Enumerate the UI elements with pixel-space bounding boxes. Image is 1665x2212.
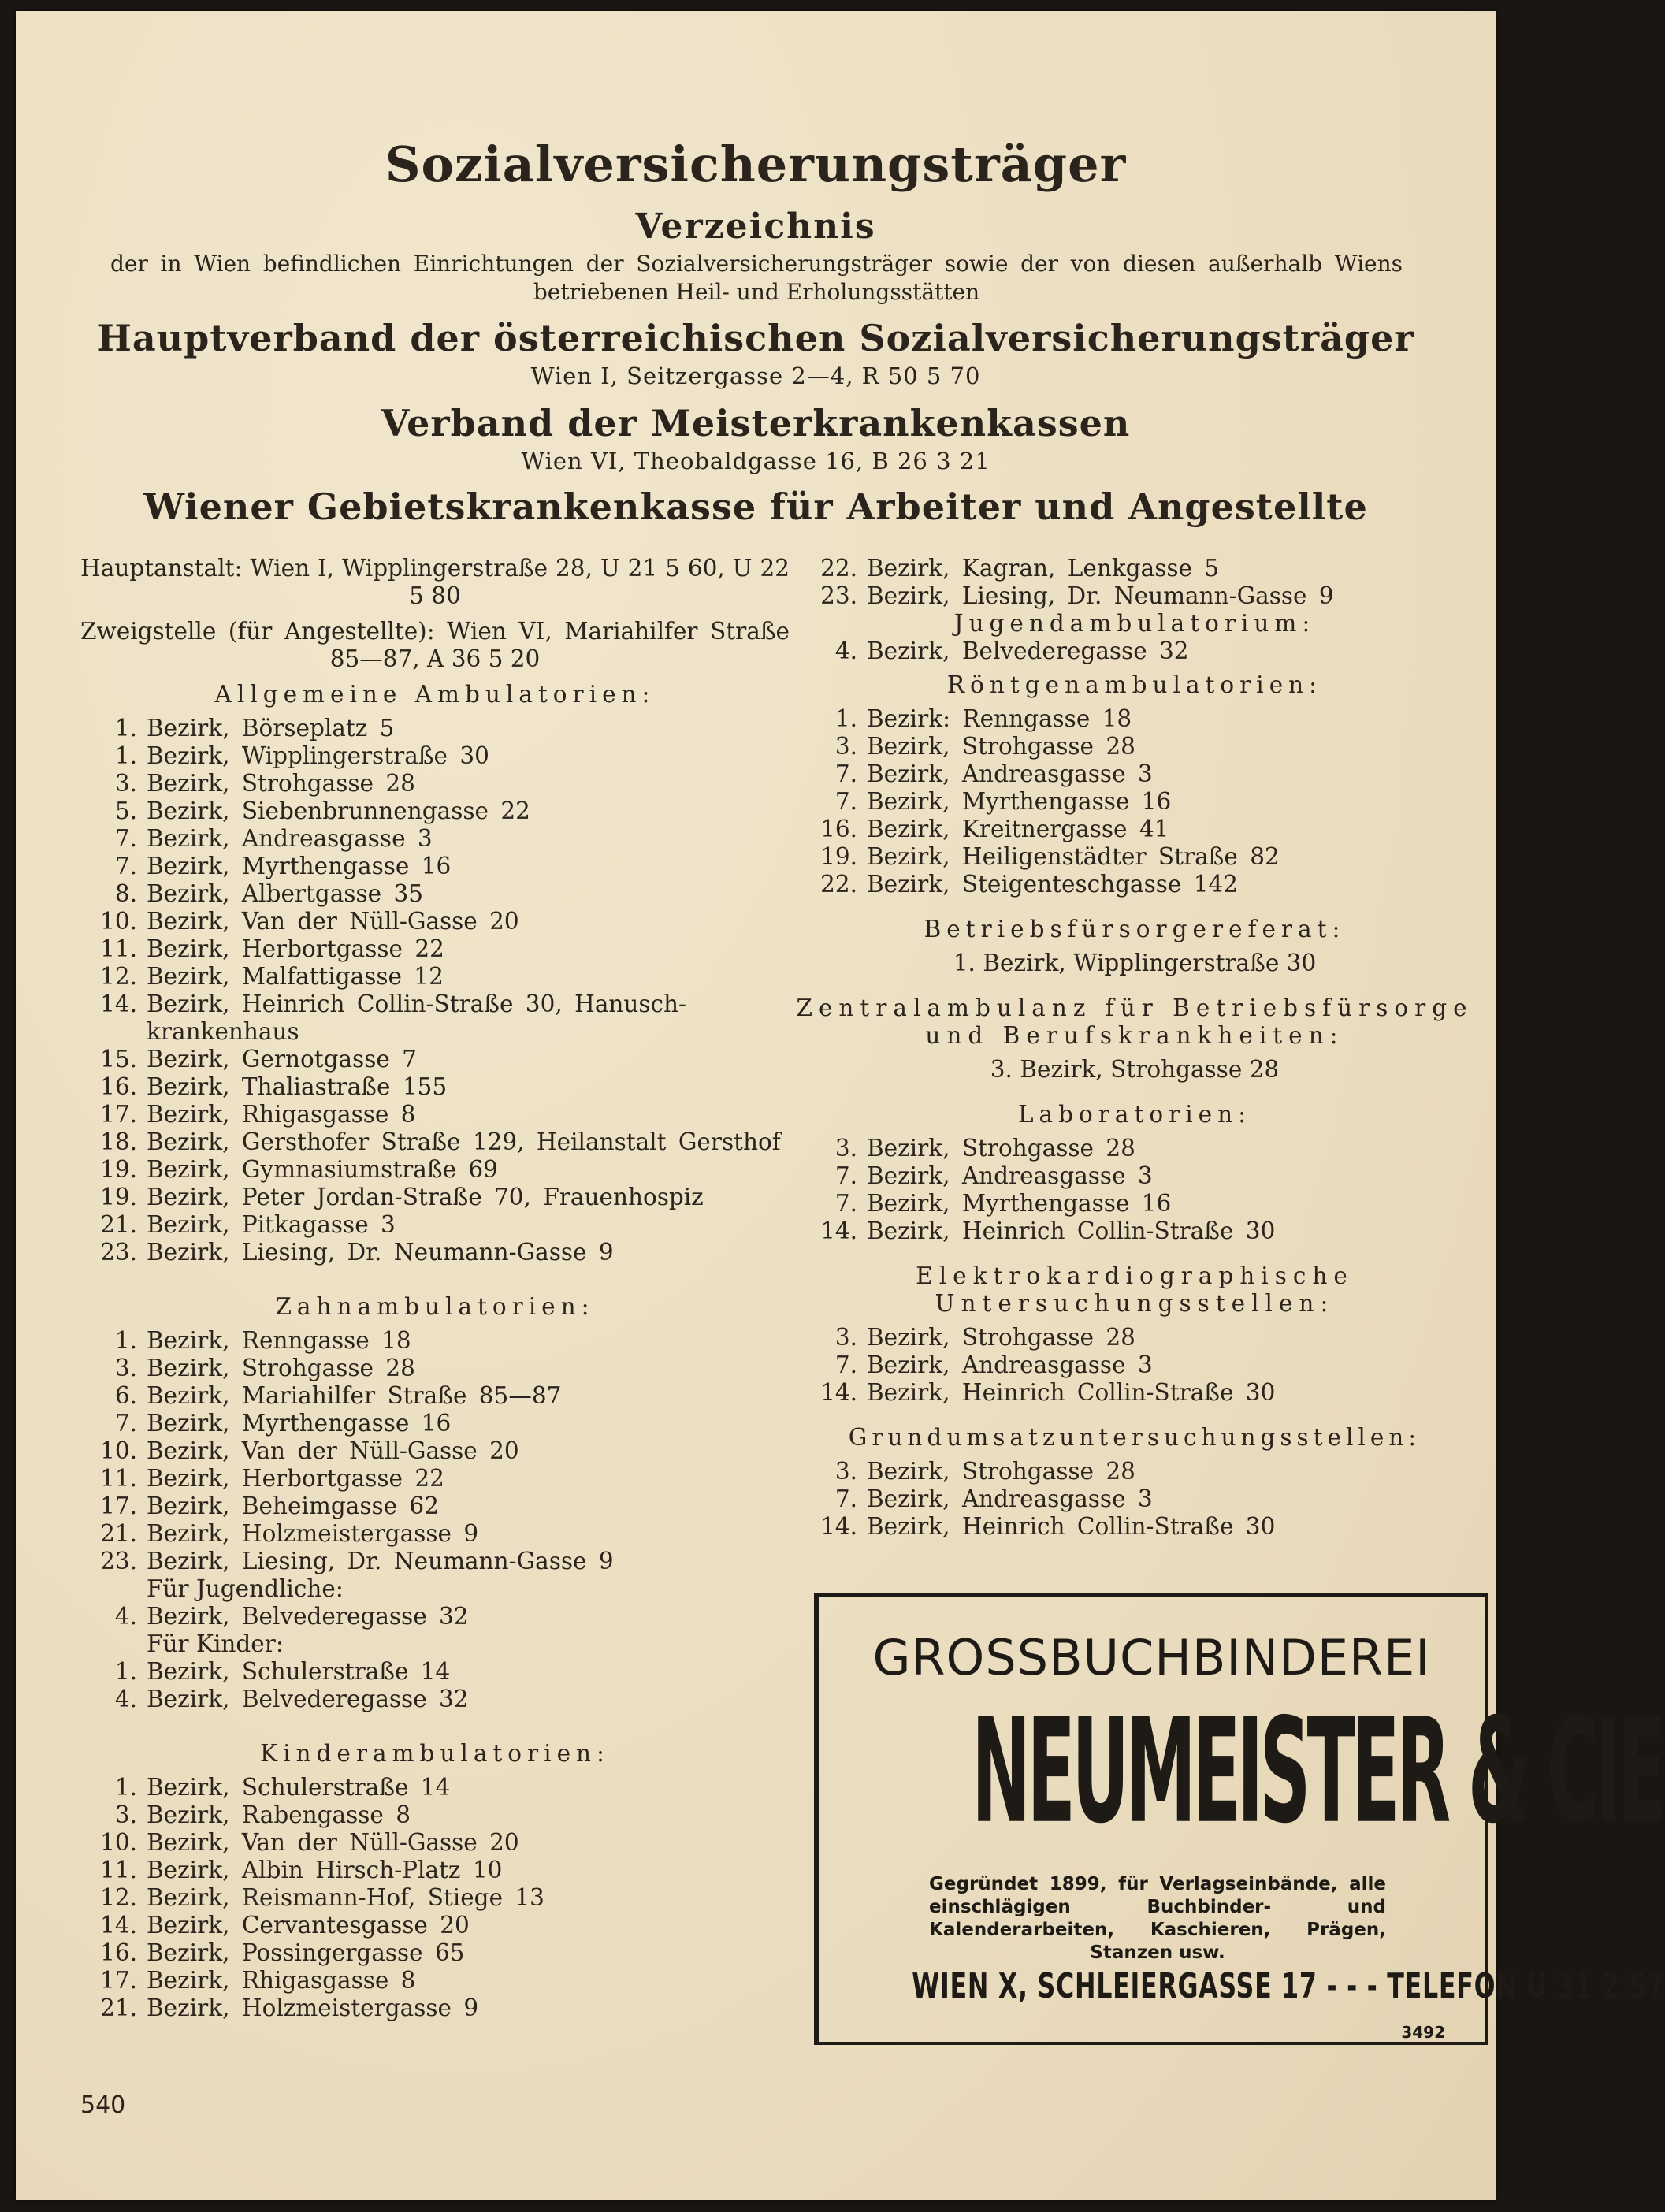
section-heading-labor: Laboratorien: (1017, 1101, 1252, 1128)
list-item-number: 12. (100, 1884, 137, 1911)
list-item-text: Bezirk, Siebenbrunnengasse 22 (147, 797, 530, 824)
list-item-number: 14. (820, 1379, 857, 1406)
list-item-number: 3. (114, 770, 137, 797)
list-item-text: Bezirk, Holzmeistergasse 9 (147, 1520, 479, 1547)
page-subtitle: Verzeichnis (635, 206, 876, 247)
advertisement-box (814, 1593, 1665, 2045)
list-item-text: Bezirk, Albertgasse 35 (147, 880, 424, 907)
list-item (796, 1162, 1474, 1190)
list-item-number: 12. (100, 963, 137, 990)
list-item (80, 880, 790, 908)
list-item-text: Bezirk, Gymnasiumstraße 69 (147, 1156, 498, 1183)
list-item-text: Bezirk, Strohgasse 28 (867, 1324, 1135, 1351)
list-item (796, 638, 1474, 665)
list-item (796, 1379, 1474, 1407)
list-item-number: 7. (834, 1485, 857, 1512)
list-item (80, 1548, 790, 1575)
list-item (80, 1437, 790, 1465)
list-item (80, 853, 790, 880)
list-item-number: 14. (820, 1218, 857, 1244)
list-item-number: 7. (114, 853, 137, 879)
jugend-list (796, 638, 1474, 665)
list-item-text: Bezirk, Belvederegasse 32 (147, 1603, 469, 1630)
list-item-number: 19. (820, 843, 857, 870)
list-item-text: Bezirk, Kagran, Lenkgasse 5 (867, 555, 1220, 582)
page-title: Sozialversicherungsträger (385, 136, 1127, 193)
list-item (80, 770, 790, 797)
list-item-text: Bezirk, Herbortgasse 22 (147, 1465, 444, 1492)
list-item (796, 843, 1474, 871)
list-item (80, 797, 790, 825)
list-item-text: Bezirk, Heiligenstädter Straße 82 (867, 843, 1280, 870)
list-item-text: Bezirk, Liesing, Dr. Neumann-Gasse 9 (147, 1548, 614, 1574)
list-item-text: Bezirk: Renngasse 18 (867, 705, 1132, 732)
ad-company-name: NEUMEISTER & CIE (972, 1688, 1663, 1856)
list-item-text: Bezirk, Strohgasse 28 (867, 1135, 1135, 1162)
list-item-number: 1. (114, 1327, 137, 1354)
list-item (80, 1327, 790, 1355)
list-item (80, 1829, 790, 1857)
list-item (796, 1190, 1474, 1218)
list-item-text: Bezirk, Strohgasse 28 (867, 733, 1135, 760)
list-item (80, 1493, 790, 1520)
list-item-text: Bezirk, Myrthengasse 16 (147, 1410, 452, 1437)
list-item (80, 1939, 790, 1967)
list-item-text: Bezirk, Cervantesgasse 20 (147, 1912, 470, 1939)
zentral-line: 3. Bezirk, Strohgasse 28 (990, 1056, 1280, 1083)
list-item (80, 1465, 790, 1493)
list-item-number: 23. (100, 1239, 137, 1266)
list-item-text: Bezirk, Belvederegasse 32 (867, 638, 1189, 664)
list-item (80, 1128, 790, 1156)
list-item (796, 760, 1474, 788)
list-item-number: 3. (834, 1324, 857, 1351)
list-item (796, 582, 1474, 610)
list-item (80, 1382, 790, 1410)
org-gebietskrankenkasse-name: Wiener Gebietskrankenkasse für Arbeiter und Angestellte (143, 485, 1368, 528)
list-item-number: 1. (114, 742, 137, 769)
list-item (796, 1135, 1474, 1162)
list-item (796, 705, 1474, 733)
list-item-text: Bezirk, Holzmeistergasse 9 (147, 1995, 479, 2021)
list-item-text: Bezirk, Heinrich Collin-Straße 30, Hanusch- (147, 991, 687, 1017)
list-item-number: 19. (100, 1184, 137, 1210)
list-item-text: Bezirk, Gernotgasse 7 (147, 1046, 417, 1073)
list-item (796, 1458, 1474, 1485)
list-item (80, 742, 790, 770)
list-item-number: 15. (100, 1046, 137, 1073)
list-item-text: Bezirk, Steigenteschgasse 142 (867, 871, 1239, 898)
list-item-text: Bezirk, Andreasgasse 3 (147, 825, 433, 852)
list-item-text: Bezirk, Van der Nüll-Gasse 20 (147, 1829, 519, 1856)
list-item (80, 1967, 790, 1995)
list-item-text: Bezirk, Schulerstraße 14 (147, 1658, 451, 1685)
list-item-text: Bezirk, Malfattigasse 12 (147, 963, 444, 990)
list-item-number: 16. (820, 816, 857, 842)
list-item (796, 788, 1474, 816)
list-item-number: 18. (100, 1128, 137, 1155)
org-hauptverband-address: Wien I, Seitzergasse 2—4, R 50 5 70 (530, 362, 981, 389)
list-item-text: Bezirk, Beheimgasse 62 (147, 1493, 439, 1519)
section-heading-roentgen: Röntgenambulatorien: (946, 671, 1323, 698)
list-item (80, 1603, 790, 1630)
list-item (80, 1355, 790, 1382)
section-heading-ekg: Elektrokardiographische Untersuchungsstellen: (916, 1262, 1354, 1317)
list-item-text: Bezirk, Liesing, Dr. Neumann-Gasse 9 (867, 582, 1334, 609)
list-item-text: Bezirk, Possingergasse 65 (147, 1939, 465, 1966)
list-item-number: 1. (114, 715, 137, 742)
list-item (80, 825, 790, 853)
list-item (80, 1884, 790, 1912)
list-item-text: Bezirk, Thaliastraße 155 (147, 1073, 448, 1100)
list-item-number: 14. (100, 991, 137, 1017)
list-item-text: Bezirk, Heinrich Collin-Straße 30 (867, 1218, 1276, 1244)
subheading-kinder: Für Kinder: (147, 1630, 284, 1657)
org-meisterkrankenkassen-address: Wien VI, Theobaldgasse 16, B 26 3 21 (521, 448, 990, 474)
allgemeine-list-continued (80, 1046, 790, 1266)
section-heading-grundumsatz: Grundumsatzuntersuchungsstellen: (848, 1424, 1422, 1451)
list-item-number: 1. (114, 1774, 137, 1801)
section-heading-allgemeine: Allgemeine Ambulatorien: (214, 681, 656, 708)
list-item-text: Bezirk, Myrthengasse 16 (867, 788, 1172, 815)
list-item (796, 871, 1474, 898)
list-item (80, 1995, 790, 2022)
list-item-number: 22. (820, 555, 857, 582)
list-item-number: 22. (820, 871, 857, 898)
list-item-text: Bezirk, Myrthengasse 16 (147, 853, 452, 879)
ekg-list (796, 1324, 1474, 1407)
list-item-text: Bezirk, Herbortgasse 22 (147, 935, 444, 962)
list-item-number: 7. (834, 1162, 857, 1189)
list-item-number: 16. (100, 1939, 137, 1966)
list-item-number: 21. (100, 1995, 137, 2021)
list-item-text: Bezirk, Börseplatz 5 (147, 715, 395, 742)
list-item-text: Bezirk, Wipplingerstraße 30 (147, 742, 489, 769)
list-item-number: 7. (834, 1190, 857, 1217)
list-item (796, 1351, 1474, 1379)
zweigstelle-text: Zweigstelle (für Angestellte): Wien VI, Mariahilfer Straße 85—87, A 36 5 20 (80, 618, 790, 672)
section-heading-kinder: Kinderambulatorien: (260, 1740, 610, 1767)
list-item (796, 816, 1474, 843)
list-item-number: 14. (820, 1513, 857, 1540)
list-item-text: Bezirk, Schulerstraße 14 (147, 1774, 451, 1801)
list-item-text: Bezirk, Pitkagasse 3 (147, 1211, 396, 1238)
list-item (80, 1410, 790, 1437)
ad-company-type: GROSSBUCHBINDEREI (872, 1629, 1431, 1686)
list-item-continuation: krankenhaus (147, 1018, 299, 1045)
list-item-text: Bezirk, Andreasgasse 3 (867, 1162, 1153, 1189)
betrieb-line: 1. Bezirk, Wipplingerstraße 30 (953, 950, 1317, 976)
list-item (80, 1156, 790, 1184)
list-item (796, 1485, 1474, 1513)
labor-list (796, 1135, 1474, 1245)
list-item-number: 10. (100, 908, 137, 935)
list-item-number: 4. (834, 638, 857, 664)
zahn-jugend-list (80, 1603, 790, 1630)
list-item-number: 17. (100, 1493, 137, 1519)
list-item (796, 733, 1474, 760)
page-number: 540 (80, 2091, 126, 2119)
list-item-number: 7. (114, 1410, 137, 1437)
list-item-number: 23. (820, 582, 857, 609)
list-item-number: 21. (100, 1211, 137, 1238)
list-item-text: Bezirk, Van der Nüll-Gasse 20 (147, 908, 519, 935)
left-column (80, 555, 790, 2022)
list-item-number: 3. (834, 1458, 857, 1485)
list-item-number: 4. (114, 1603, 137, 1630)
hauptanstalt-text: Hauptanstalt: Wien I, Wipplingerstraße 28, U 21 5 60, U 22 5 80 (80, 555, 790, 609)
roentgen-list (796, 705, 1474, 898)
list-item-text: Bezirk, Andreasgasse 3 (867, 1351, 1153, 1378)
list-item-number: 16. (100, 1073, 137, 1100)
list-item-text: Bezirk, Strohgasse 28 (147, 770, 415, 797)
kinder-list (80, 1774, 790, 2022)
list-item-text: Bezirk, Peter Jordan-Straße 70, Frauenhospiz (147, 1184, 704, 1210)
section-heading-zentral: Zentralambulanz für Betriebsfürsorge und Berufskrankheiten: (796, 994, 1474, 1049)
list-item-number: 5. (114, 797, 137, 824)
list-item (80, 1101, 790, 1128)
list-item (80, 991, 790, 1018)
list-item-text: Bezirk, Belvederegasse 32 (147, 1686, 469, 1712)
ad-code: 3492 (1401, 2023, 1445, 2042)
zahn-list (80, 1327, 790, 1575)
list-item-number: 7. (834, 788, 857, 815)
list-item-number: 3. (834, 1135, 857, 1162)
document-page (16, 11, 1665, 2200)
right-column (796, 555, 1474, 1541)
list-item (80, 963, 790, 991)
list-item (80, 1658, 790, 1686)
list-item-text: Bezirk, Myrthengasse 16 (867, 1190, 1172, 1217)
intro-text: der in Wien befindlichen Einrichtungen der Sozialversicherungsträger sowie der von diesen außerhalb Wiens betriebenen Heil- und Erholungsstätten (110, 251, 1403, 305)
list-item-number: 7. (834, 1351, 857, 1378)
list-item-text: Bezirk, Strohgasse 28 (867, 1458, 1135, 1485)
subheading-jugendliche: Für Jugendliche: (147, 1575, 344, 1602)
list-item-text: Bezirk, Rabengasse 8 (147, 1801, 411, 1828)
section-heading-betrieb: Betriebsfürsorgereferat: (924, 916, 1346, 942)
list-item-number: 17. (100, 1967, 137, 1994)
ad-address-phone: WIEN X, SCHLEIERGASSE 17 - - - TELEFON U 31 2 57 (912, 1966, 1665, 2006)
list-item-text: Bezirk, Heinrich Collin-Straße 30 (867, 1379, 1276, 1406)
list-item-number: 10. (100, 1829, 137, 1856)
list-item-number: 8. (114, 880, 137, 907)
section-heading-jugend: Jugendambulatorium: (953, 610, 1316, 637)
list-item (796, 1513, 1474, 1541)
org-hauptverband-name: Hauptverband der österreichischen Sozialversicherungsträger (97, 317, 1414, 359)
list-item-number: 1. (114, 1658, 137, 1685)
list-item (796, 1218, 1474, 1245)
ad-description: Gegründet 1899, für Verlagseinbände, alle einschlägigen Buchbinder- und Kalenderarbeiten, Kaschieren, Prägen, Stanzen usw. (929, 1874, 1386, 1963)
list-item-number: 7. (834, 760, 857, 787)
list-item-number: 1. (834, 705, 857, 732)
list-item-number: 7. (114, 825, 137, 852)
list-item-number: 11. (100, 1857, 137, 1883)
list-item (80, 1686, 790, 1713)
list-item-number: 11. (100, 935, 137, 962)
list-item-text: Bezirk, Mariahilfer Straße 85—87 (147, 1382, 562, 1409)
list-item-text: Bezirk, Andreasgasse 3 (867, 760, 1153, 787)
list-item-text: Bezirk, Van der Nüll-Gasse 20 (147, 1437, 519, 1464)
list-item (80, 1211, 790, 1239)
list-item-text: Bezirk, Rhigasgasse 8 (147, 1967, 416, 1994)
list-item-number: 14. (100, 1912, 137, 1939)
zahn-kinder-list (80, 1658, 790, 1713)
list-item-number: 3. (114, 1355, 137, 1381)
list-item-number: 21. (100, 1520, 137, 1547)
list-item (80, 1774, 790, 1801)
org-meisterkrankenkassen-name: Verband der Meisterkrankenkassen (381, 402, 1131, 444)
list-item-number: 4. (114, 1686, 137, 1712)
list-item-text: Bezirk, Andreasgasse 3 (867, 1485, 1153, 1512)
list-item (80, 1046, 790, 1073)
list-item-text: Bezirk, Strohgasse 28 (147, 1355, 415, 1381)
top-list (796, 555, 1474, 610)
section-heading-zahn: Zahnambulatorien: (275, 1293, 595, 1320)
list-item-text: Bezirk, Albin Hirsch-Platz 10 (147, 1857, 503, 1883)
list-item (80, 1857, 790, 1884)
list-item-number: 6. (114, 1382, 137, 1409)
list-item-number: 23. (100, 1548, 137, 1574)
list-item-number: 17. (100, 1101, 137, 1128)
list-item-text: Bezirk, Rhigasgasse 8 (147, 1101, 416, 1128)
list-item-number: 10. (100, 1437, 137, 1464)
list-item (80, 715, 790, 742)
grundumsatz-list (796, 1458, 1474, 1541)
list-item (80, 935, 790, 963)
list-item (796, 555, 1474, 582)
list-item (80, 1073, 790, 1101)
list-item (80, 908, 790, 935)
list-item-text: Bezirk, Reismann-Hof, Stiege 13 (147, 1884, 544, 1911)
list-item-number: 3. (834, 733, 857, 760)
list-item (796, 1324, 1474, 1351)
allgemeine-list (80, 715, 790, 1018)
list-item-number: 19. (100, 1156, 137, 1183)
list-item-text: Bezirk, Liesing, Dr. Neumann-Gasse 9 (147, 1239, 614, 1266)
list-item-number: 3. (114, 1801, 137, 1828)
list-item (80, 1912, 790, 1939)
list-item-text: Bezirk, Kreitnergasse 41 (867, 816, 1169, 842)
list-item-text: Bezirk, Renngasse 18 (147, 1327, 411, 1354)
list-item-text: Bezirk, Gersthofer Straße 129, Heilanstalt Gersthof (147, 1128, 781, 1155)
list-item-number: 11. (100, 1465, 137, 1492)
list-item-text: Bezirk, Heinrich Collin-Straße 30 (867, 1513, 1276, 1540)
list-item (80, 1520, 790, 1548)
list-item (80, 1184, 790, 1211)
list-item (80, 1801, 790, 1829)
list-item (80, 1239, 790, 1266)
